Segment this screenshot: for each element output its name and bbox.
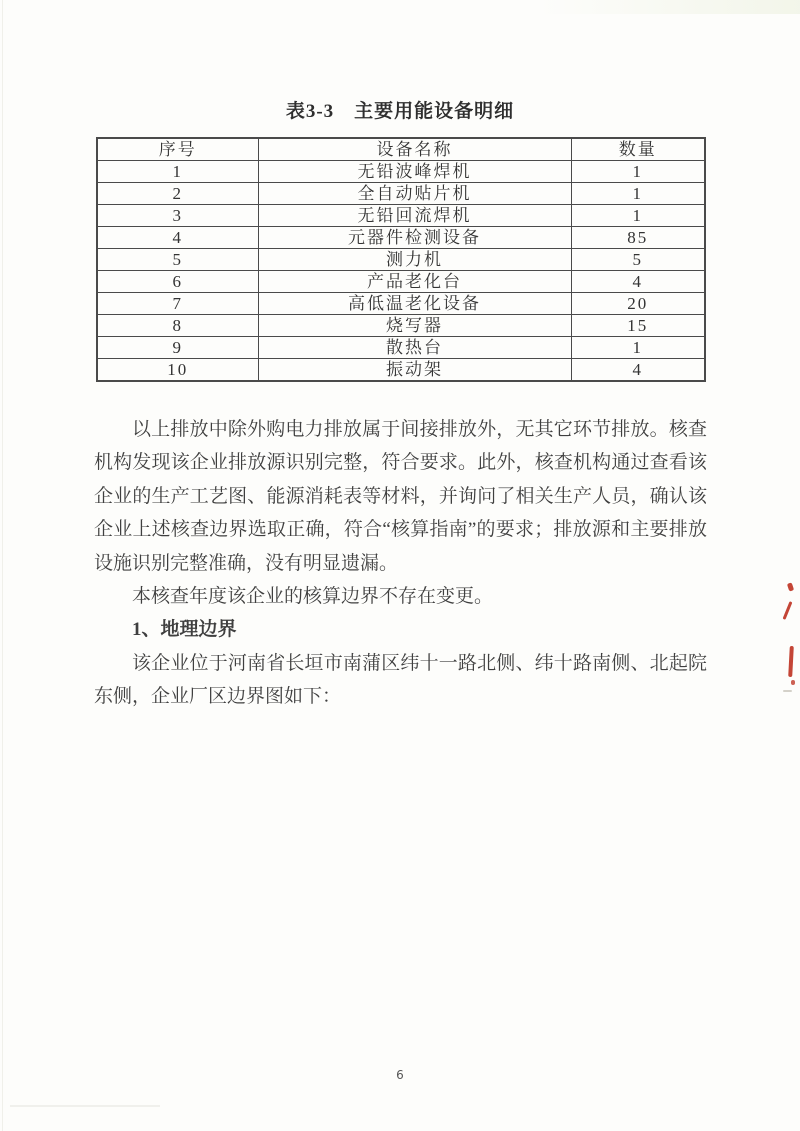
paragraph: 以上排放中除外购电力排放属于间接排放外，无其它环节排放。核查机构发现该企业排放源识别完整，符合要求。此外，核查机构通过查看该企业的生产工艺图、能源消耗表等材料，并询问了相关生产人员，确认该企业上述核查边界选取正确，符合“核算指南”的要求；排放源和主要排放设施识别完整准确，没有明显遗漏。 <box>94 419 707 574</box>
red-stamp-fragment <box>783 601 793 620</box>
table-title: 表3-3 主要用能设备明细 <box>285 101 515 122</box>
header-seq: 序号 <box>97 138 258 161</box>
paragraph: 该企业位于河南省长垣市南蒲区纬十一路北侧、纬十路南侧、北起院东侧，企业厂区边界图如下： <box>94 652 707 708</box>
red-stamp-fragment <box>791 680 795 685</box>
equipment-table <box>96 137 706 382</box>
cell-qty: 85 <box>571 227 705 249</box>
scan-artifact-dash <box>10 1105 160 1107</box>
cell-qty: 1 <box>571 161 705 183</box>
cell-name: 无铅回流焊机 <box>258 205 571 227</box>
cell-name: 无铅波峰焊机 <box>258 161 571 183</box>
cell-name: 全自动贴片机 <box>258 183 571 205</box>
cell-seq: 9 <box>97 337 258 359</box>
cell-seq: 6 <box>97 271 258 293</box>
table-row <box>97 315 705 337</box>
scan-artifact-dash <box>783 690 792 692</box>
scan-artifact-tint <box>540 0 800 14</box>
cell-qty: 4 <box>571 359 705 382</box>
cell-name: 测力机 <box>258 249 571 271</box>
cell-qty: 4 <box>571 271 705 293</box>
cell-qty: 1 <box>571 205 705 227</box>
red-stamp-fragment <box>788 646 794 677</box>
red-stamp-fragment <box>787 582 794 591</box>
section-heading: 1、地理边界 <box>132 619 237 641</box>
cell-name: 散热台 <box>258 337 571 359</box>
page-number: 6 <box>396 1068 404 1082</box>
paragraph: 本核查年度该企业的核算边界不存在变更。 <box>132 586 494 608</box>
scan-artifact-edge <box>2 0 3 1131</box>
cell-name: 产品老化台 <box>258 271 571 293</box>
cell-name: 高低温老化设备 <box>258 293 571 315</box>
table-row <box>97 161 705 183</box>
cell-seq: 10 <box>97 359 258 382</box>
cell-seq: 7 <box>97 293 258 315</box>
cell-name: 元器件检测设备 <box>258 227 571 249</box>
cell-qty: 20 <box>571 293 705 315</box>
body-text-block <box>94 413 707 714</box>
header-qty: 数量 <box>571 138 705 161</box>
header-name: 设备名称 <box>258 138 571 161</box>
table-row <box>97 183 705 205</box>
cell-seq: 2 <box>97 183 258 205</box>
cell-qty: 1 <box>571 337 705 359</box>
table-row <box>97 249 705 271</box>
table-row <box>97 359 705 382</box>
cell-seq: 3 <box>97 205 258 227</box>
cell-qty: 5 <box>571 249 705 271</box>
table-header-row <box>97 138 705 161</box>
cell-seq: 1 <box>97 161 258 183</box>
cell-seq: 4 <box>97 227 258 249</box>
table-row <box>97 293 705 315</box>
cell-qty: 1 <box>571 183 705 205</box>
table-row <box>97 205 705 227</box>
cell-name: 烧写器 <box>258 315 571 337</box>
cell-seq: 5 <box>97 249 258 271</box>
cell-qty: 15 <box>571 315 705 337</box>
table-row <box>97 337 705 359</box>
cell-seq: 8 <box>97 315 258 337</box>
cell-name: 振动架 <box>258 359 571 382</box>
table-row <box>97 227 705 249</box>
table-row <box>97 271 705 293</box>
